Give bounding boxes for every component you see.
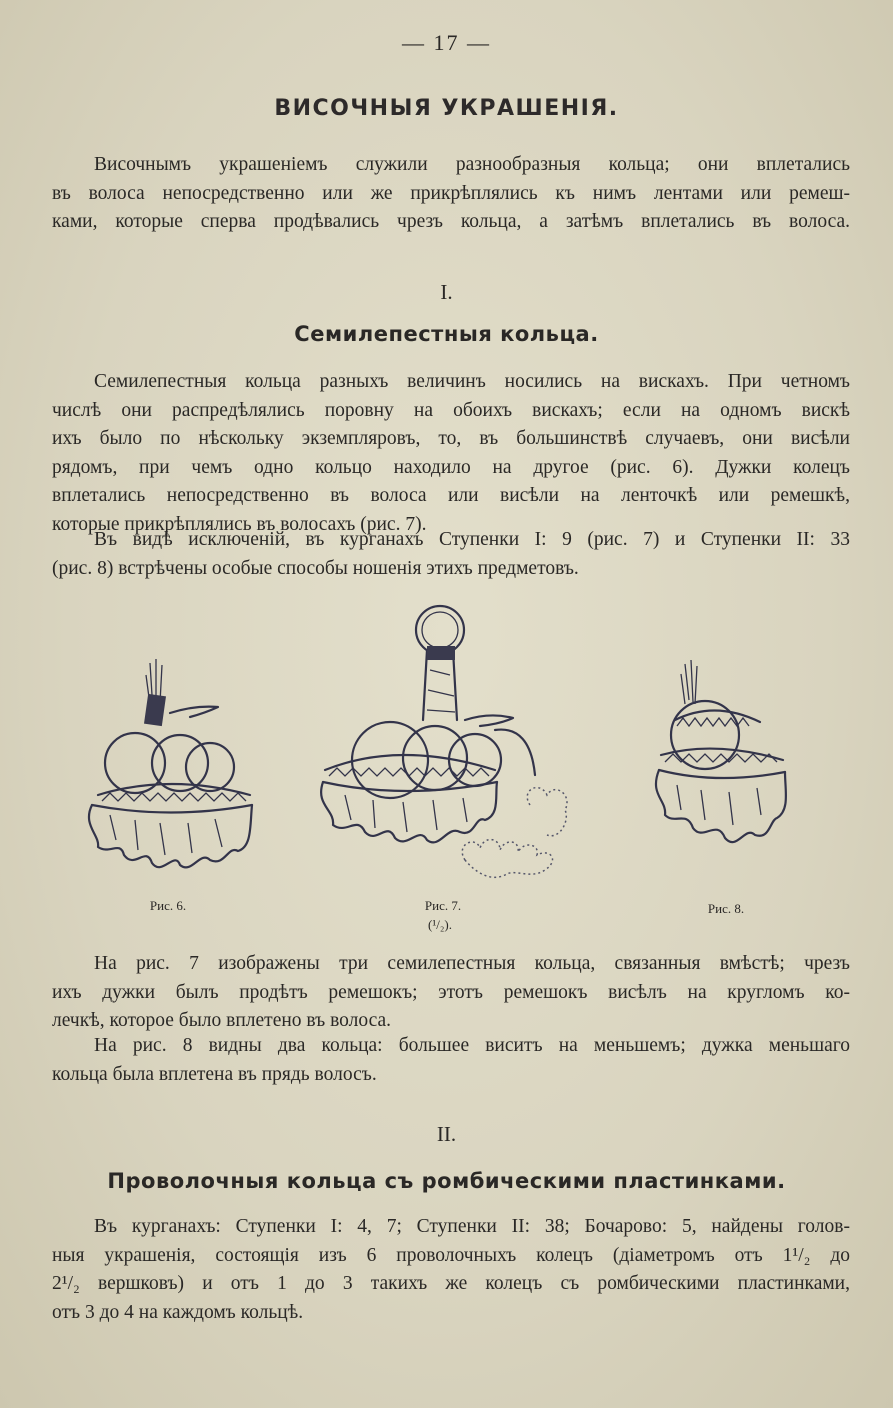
page-title: ВИСОЧНЫЯ УКРАШЕНІЯ. xyxy=(274,96,619,121)
figure-7-scale: (¹/₂). xyxy=(428,917,452,932)
section1-paragraph-3 xyxy=(52,950,850,1036)
text-line: (рис. 8) встрѣчены особые способы ношенія этихъ предметовъ. xyxy=(52,557,579,579)
text-line: числѣ они распредѣлялись поровну на обоихъ вискахъ; если на одномъ вискѣ xyxy=(52,399,850,421)
text-line: На рис. 8 видны два кольца: большее виситъ на меньшемъ; дужка меньшаго xyxy=(94,1035,850,1056)
intro-paragraph xyxy=(52,151,850,237)
section2-paragraph-1 xyxy=(52,1213,850,1327)
text-line: Въ курганахъ: Ступенки I: 4, 7; Ступенки II: 38; Бочарово: 5, найдены голов- xyxy=(94,1216,850,1237)
figure-6-temple-ring-illustration xyxy=(80,655,260,880)
text-line: лечкѣ, которое было вплетено въ волоса. xyxy=(52,1010,392,1031)
text-line: вплетались непосредственно въ волоса или висѣли на ленточкѣ или ремешкѣ, xyxy=(52,485,850,506)
figure-7-temple-ring-illustration xyxy=(315,600,575,885)
text-line: ихъ дужки былъ продѣтъ ремешокъ; этотъ ремешокъ висѣлъ на кругломъ ко- xyxy=(52,981,850,1003)
text-line: ихъ было по нѣскольку экземпляровъ, то, въ большинствѣ случаевъ, они висѣли xyxy=(52,428,850,449)
figure-8-caption: Рис. 8. xyxy=(707,901,745,916)
figure-6-caption: Рис. 6. xyxy=(149,898,187,913)
text-line: отъ 3 до 4 на каждомъ кольцѣ. xyxy=(52,1301,304,1323)
section-heading-1: Семилепестныя кольца. xyxy=(294,322,599,346)
section1-paragraph-4 xyxy=(52,1032,850,1089)
text-line: Семилепестныя кольца разныхъ величинъ носились на вискахъ. При четномъ xyxy=(94,371,850,392)
text-line: Въ видѣ исключеній, въ курганахъ Ступенки I: 9 (рис. 7) и Ступенки II: 33 xyxy=(94,529,850,550)
text-line: ками, которые сперва продѣвались чрезъ кольца, а затѣмъ вплетались въ волоса. xyxy=(52,211,850,232)
text-line: На рис. 7 изображены три семилепестныя кольца, связанныя вмѣстѣ; чрезъ xyxy=(94,953,850,974)
text-line: кольца была вплетена въ прядь волосъ. xyxy=(52,1063,377,1085)
figure-8-temple-ring-illustration xyxy=(645,660,790,875)
text-line: 2¹/₂ вершковъ) и отъ 1 до 3 такихъ же колецъ съ ромбическими пластинками, xyxy=(52,1273,850,1294)
text-line: Височнымъ украшеніемъ служили разнообразныя кольца; они вплетались xyxy=(94,154,850,175)
text-line: рядомъ, при чемъ одно кольцо находило на другое (рис. 6). Дужки колецъ xyxy=(52,456,850,478)
text-line: которые прикрѣплялись въ волосахъ (рис. 7). xyxy=(52,513,427,535)
section1-paragraph-1 xyxy=(52,368,850,539)
figure-7-caption: Рис. 7. xyxy=(424,898,462,913)
section-numeral-2: II. xyxy=(436,1122,457,1146)
section-heading-2: Проволочныя кольца съ ромбическими пластинками. xyxy=(107,1169,786,1193)
section-numeral-1: I. xyxy=(440,280,453,304)
page-number: — 17 — xyxy=(402,30,491,55)
section1-paragraph-2 xyxy=(52,526,850,583)
text-line: въ волоса непосредственно или же прикрѣплялись къ нимъ лентами или ремеш- xyxy=(52,182,850,204)
text-line: ныя украшенія, состоящія изъ 6 проволочныхъ колецъ (діаметромъ отъ 1¹/₂ до xyxy=(52,1244,850,1266)
